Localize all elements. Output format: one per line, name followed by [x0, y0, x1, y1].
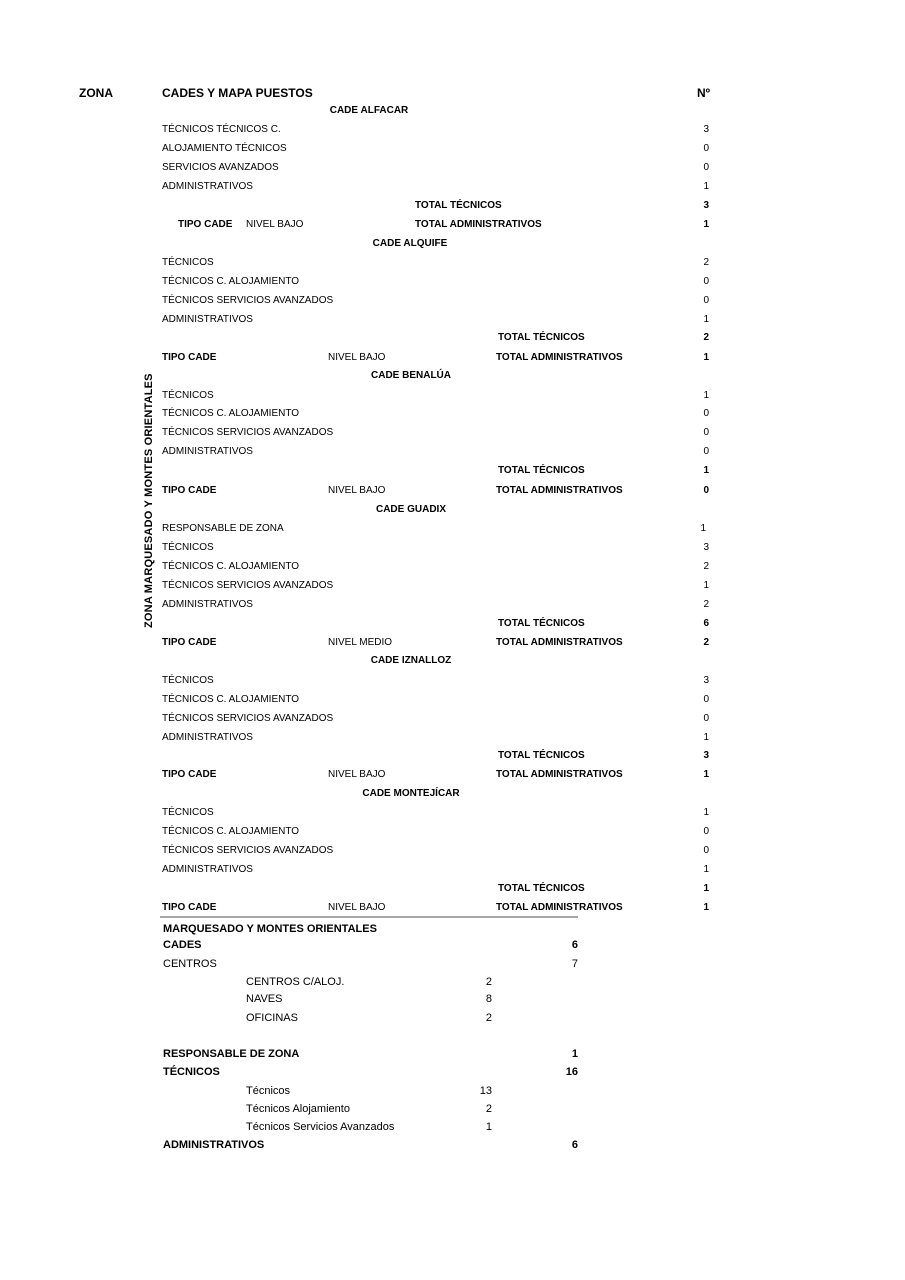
nivel-value: NIVEL BAJO [246, 219, 304, 230]
cade-title: CADE MONTEJÍCAR [362, 788, 460, 799]
row-value: 3 [703, 542, 709, 553]
total-tecnicos-value: 1 [703, 883, 709, 894]
total-admin-label: TOTAL ADMINISTRATIVOS [496, 637, 623, 648]
total-tecnicos-value: 3 [703, 200, 709, 211]
cade-title: CADE GUADIX [375, 504, 447, 515]
row-value: 1 [700, 523, 706, 534]
zone-vertical-label: ZONA MARQUESADO Y MONTES ORIENTALES [143, 373, 155, 628]
tipo-cade-label: TIPO CADE [162, 637, 217, 648]
centros-item-label: NAVES [246, 993, 283, 1005]
row-label: TÉCNICOS [162, 675, 214, 686]
row-value: 0 [703, 713, 709, 724]
row-label: ADMINISTRATIVOS [162, 864, 253, 875]
row-label: ADMINISTRATIVOS [162, 732, 253, 743]
total-admin-value: 0 [703, 485, 709, 496]
nivel-value: NIVEL MEDIO [328, 637, 393, 648]
tecnicos-item-value: 2 [485, 1103, 492, 1115]
centros-item-value: 2 [485, 976, 492, 988]
cade-title: CADE ALQUIFE [372, 238, 448, 249]
row-value: 3 [703, 675, 709, 686]
total-tecnicos-label: TOTAL TÉCNICOS [498, 618, 585, 629]
summary-admin-value: 6 [571, 1139, 578, 1151]
tipo-cade-label: TIPO CADE [162, 485, 217, 496]
row-value: 0 [703, 427, 709, 438]
row-value: 2 [703, 257, 709, 268]
row-label: ADMINISTRATIVOS [162, 446, 253, 457]
tipo-cade-label: TIPO CADE [162, 769, 217, 780]
row-label: ALOJAMIENTO TÉCNICOS [162, 143, 287, 154]
row-value: 2 [703, 561, 709, 572]
summary-responsable-value: 1 [571, 1048, 578, 1060]
total-tecnicos-value: 6 [703, 618, 709, 629]
cade-title: CADE ALFACAR [329, 105, 409, 116]
row-value: 0 [703, 845, 709, 856]
row-label: SERVICIOS AVANZADOS [162, 162, 279, 173]
row-value: 0 [703, 143, 709, 154]
total-tecnicos-value: 2 [703, 332, 709, 343]
summary-divider [160, 916, 578, 918]
row-label: TÉCNICOS SERVICIOS AVANZADOS [162, 427, 334, 438]
total-tecnicos-label: TOTAL TÉCNICOS [498, 465, 585, 476]
header-cades: CADES Y MAPA PUESTOS [162, 86, 313, 100]
row-value: 3 [703, 124, 709, 135]
summary-cades-label: CADES [163, 939, 202, 951]
row-label: TÉCNICOS SERVICIOS AVANZADOS [162, 295, 334, 306]
row-label: ADMINISTRATIVOS [162, 314, 253, 325]
centros-item-label: CENTROS C/ALOJ. [246, 976, 345, 988]
row-label: TÉCNICOS C. ALOJAMIENTO [162, 826, 300, 837]
summary-cades-value: 6 [571, 939, 578, 951]
centros-item-label: OFICINAS [246, 1012, 298, 1024]
header-num: Nº [697, 86, 711, 100]
row-value: 0 [703, 408, 709, 419]
summary-tecnicos-value: 16 [565, 1066, 578, 1078]
row-label: TÉCNICOS C. ALOJAMIENTO [162, 408, 300, 419]
row-label: TÉCNICOS SERVICIOS AVANZADOS [162, 713, 334, 724]
centros-item-value: 8 [485, 993, 492, 1005]
total-tecnicos-label: TOTAL TÉCNICOS [415, 200, 502, 211]
nivel-value: NIVEL BAJO [328, 902, 386, 913]
nivel-value: NIVEL BAJO [328, 485, 386, 496]
row-label: TÉCNICOS C. ALOJAMIENTO [162, 561, 300, 572]
total-admin-value: 2 [703, 637, 709, 648]
centros-item-value: 2 [485, 1012, 492, 1024]
cade-title: CADE BENALÚA [371, 370, 451, 381]
total-tecnicos-label: TOTAL TÉCNICOS [498, 883, 585, 894]
row-value: 0 [703, 826, 709, 837]
summary-centros-label: CENTROS [163, 958, 217, 970]
total-tecnicos-value: 1 [703, 465, 709, 476]
row-value: 1 [703, 580, 709, 591]
tipo-cade-label: TIPO CADE [162, 902, 217, 913]
summary-tecnicos-label: TÉCNICOS [163, 1066, 220, 1078]
row-label: TÉCNICOS C. ALOJAMIENTO [162, 276, 300, 287]
total-tecnicos-value: 3 [703, 750, 709, 761]
row-label: ADMINISTRATIVOS [162, 599, 253, 610]
tecnicos-item-label: Técnicos Alojamiento [246, 1103, 350, 1115]
row-value: 0 [703, 694, 709, 705]
row-label: ADMINISTRATIVOS [162, 181, 253, 192]
row-value: 0 [703, 446, 709, 457]
tecnicos-item-label: Técnicos [246, 1085, 291, 1097]
row-value: 1 [703, 314, 709, 325]
row-label: TÉCNICOS [162, 542, 214, 553]
summary-centros-value: 7 [571, 958, 578, 970]
summary-responsable-label: RESPONSABLE DE ZONA [163, 1048, 300, 1060]
nivel-value: NIVEL BAJO [328, 352, 386, 363]
total-admin-label: TOTAL ADMINISTRATIVOS [496, 352, 623, 363]
row-value: 0 [703, 276, 709, 287]
row-value: 1 [703, 732, 709, 743]
nivel-value: NIVEL BAJO [328, 769, 386, 780]
row-value: 0 [703, 295, 709, 306]
row-label: TÉCNICOS TÉCNICOS C. [162, 124, 281, 135]
row-value: 2 [703, 599, 709, 610]
total-admin-value: 1 [703, 769, 709, 780]
total-tecnicos-label: TOTAL TÉCNICOS [498, 750, 585, 761]
total-admin-label: TOTAL ADMINISTRATIVOS [496, 769, 623, 780]
row-label: TÉCNICOS [162, 807, 214, 818]
row-label: TÉCNICOS C. ALOJAMIENTO [162, 694, 300, 705]
tipo-cade-label: TIPO CADE [178, 219, 233, 230]
total-tecnicos-label: TOTAL TÉCNICOS [498, 332, 585, 343]
row-value: 1 [703, 807, 709, 818]
row-label: RESPONSABLE DE ZONA [162, 523, 284, 534]
cade-title: CADE IZNALLOZ [370, 655, 452, 666]
row-value: 0 [703, 162, 709, 173]
tipo-cade-label: TIPO CADE [162, 352, 217, 363]
total-admin-label: TOTAL ADMINISTRATIVOS [496, 902, 623, 913]
row-label: TÉCNICOS [162, 257, 214, 268]
total-admin-label: TOTAL ADMINISTRATIVOS [415, 219, 542, 230]
total-admin-label: TOTAL ADMINISTRATIVOS [496, 485, 623, 496]
tecnicos-item-value: 13 [479, 1085, 492, 1097]
total-admin-value: 1 [703, 902, 709, 913]
row-value: 1 [703, 864, 709, 875]
row-label: TÉCNICOS [162, 390, 214, 401]
summary-admin-label: ADMINISTRATIVOS [163, 1139, 265, 1151]
header-zona: ZONA [79, 86, 113, 100]
tecnicos-item-label: Técnicos Servicios Avanzados [246, 1121, 395, 1133]
row-label: TÉCNICOS SERVICIOS AVANZADOS [162, 580, 334, 591]
tecnicos-item-value: 1 [485, 1121, 492, 1133]
row-label: TÉCNICOS SERVICIOS AVANZADOS [162, 845, 334, 856]
total-admin-value: 1 [703, 352, 709, 363]
row-value: 1 [703, 181, 709, 192]
total-admin-value: 1 [703, 219, 709, 230]
row-value: 1 [703, 390, 709, 401]
summary-title: MARQUESADO Y MONTES ORIENTALES [163, 923, 377, 935]
